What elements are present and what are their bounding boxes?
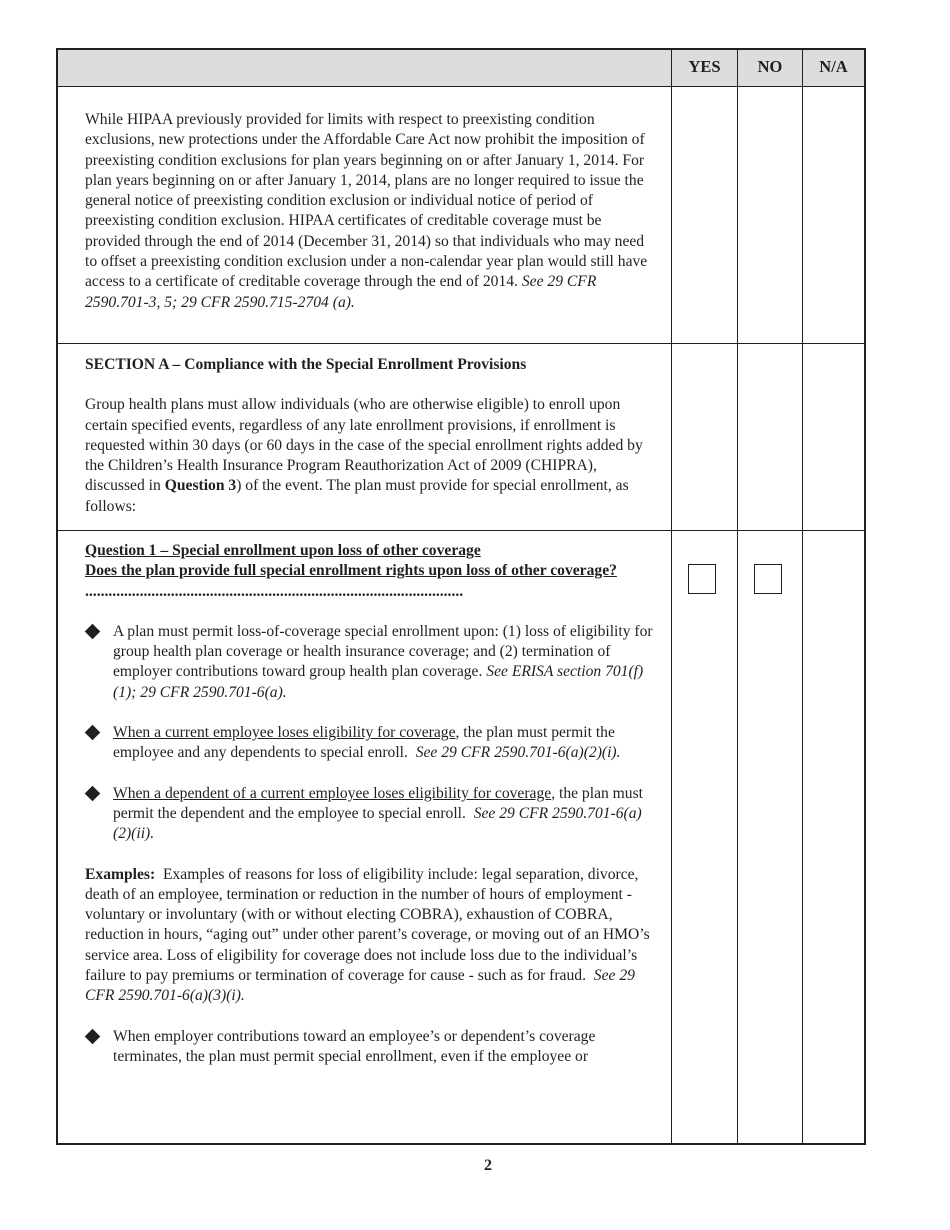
intro-cell bbox=[85, 110, 655, 313]
diamond-bullet-icon bbox=[85, 725, 101, 741]
divider bbox=[802, 50, 803, 1143]
yes-checkbox[interactable] bbox=[688, 564, 716, 594]
column-header-na: N/A bbox=[819, 57, 848, 76]
diamond-bullet-icon bbox=[85, 1028, 101, 1044]
section-a-text: Group health plans must allow individuals (who are otherwise eligible) to enroll upon certain specified events, regardless of any late enrollment provisions, if enrollment is requested within 30 days (or 60 days in the case of the special enrollment rights added by the Children’s Health Insurance Program Reauthorization Act of 2009 (CHIPRA), discussed in Question 3) of the event. The plan must provide for special enrollment, as follows: bbox=[85, 396, 643, 515]
section-a-cell bbox=[85, 355, 655, 517]
divider bbox=[737, 50, 738, 1143]
column-header-yes: YES bbox=[688, 57, 721, 76]
column-header-no: NO bbox=[757, 57, 783, 76]
question-1-question: Does the plan provide full special enrollment rights upon loss of other coverage? ................................................................................................. bbox=[85, 562, 617, 600]
intro-citation: See 29 CFR 2590.701-3, 5; 29 CFR 2590.715-2704 (a). bbox=[85, 273, 597, 311]
list-item: When a dependent of a current employee loses eligibility for coverage, the plan must permit the dependent and the employee to special enroll. See 29 CFR 2590.701-6(a)(2)(ii). bbox=[85, 784, 655, 845]
diamond-bullet-icon bbox=[85, 624, 101, 640]
divider bbox=[58, 86, 864, 87]
divider bbox=[58, 530, 864, 531]
diamond-bullet-icon bbox=[85, 785, 101, 801]
list-item: A plan must permit loss-of-coverage special enrollment upon: (1) loss of eligibility for group health plan coverage or health insurance coverage; and (2) termination of employer contributions toward group health plan coverage. See ERISA section 701(f)(1); 29 CFR 2590.701-6(a). bbox=[85, 622, 655, 703]
no-checkbox[interactable] bbox=[754, 564, 782, 594]
page-number: 2 bbox=[484, 1157, 492, 1174]
divider bbox=[58, 343, 864, 344]
question-1-cell bbox=[85, 541, 655, 1067]
intro-text: While HIPAA previously provided for limits with respect to preexisting condition exclusions, new protections under the Affordable Care Act now prohibit the imposition of preexisting condition exclusions for plan years beginning on or after January 1, 2014. For plan years beginning on or after January 1, 2014, plans are no longer required to issue the general notice of preexisting condition exclusion or individual notice of period of preexisting condition exclusion. HIPAA certificates of creditable coverage must be provided through the end of 2014 (December 31, 2014) so that individuals who may need to offset a preexisting condition exclusion under a non-calendar year plan would still have access to a certificate of creditable coverage through the end of 2014. bbox=[85, 111, 648, 291]
examples-paragraph: Examples: Examples of reasons for loss of eligibility include: legal separation, divorce, death of an employee, termination or reduction in the number of hours of employment - voluntary or involuntary (with or without electing COBRA), exhaustion of COBRA, reduction in hours, “aging out” under other parent’s coverage, or moving out of an HMO’s service area. Loss of eligibility for coverage does not include loss due to the individual’s failure to pay premiums or termination of coverage for cause - such as for fraud. See 29 CFR 2590.701-6(a)(3)(i). bbox=[85, 865, 650, 1005]
divider bbox=[671, 50, 672, 1143]
list-item: When employer contributions toward an employee’s or dependent’s coverage terminates, the plan must permit special enrollment, even if the employee or bbox=[85, 1027, 655, 1068]
section-a-title: SECTION A – Compliance with the Special Enrollment Provisions bbox=[85, 356, 527, 373]
question-1-title: Question 1 – Special enrollment upon loss of other coverage bbox=[85, 542, 481, 559]
checklist-table bbox=[56, 48, 866, 1145]
list-item: When a current employee loses eligibility for coverage, the plan must permit the employee and any dependents to special enroll. See 29 CFR 2590.701-6(a)(2)(i). bbox=[85, 723, 655, 764]
